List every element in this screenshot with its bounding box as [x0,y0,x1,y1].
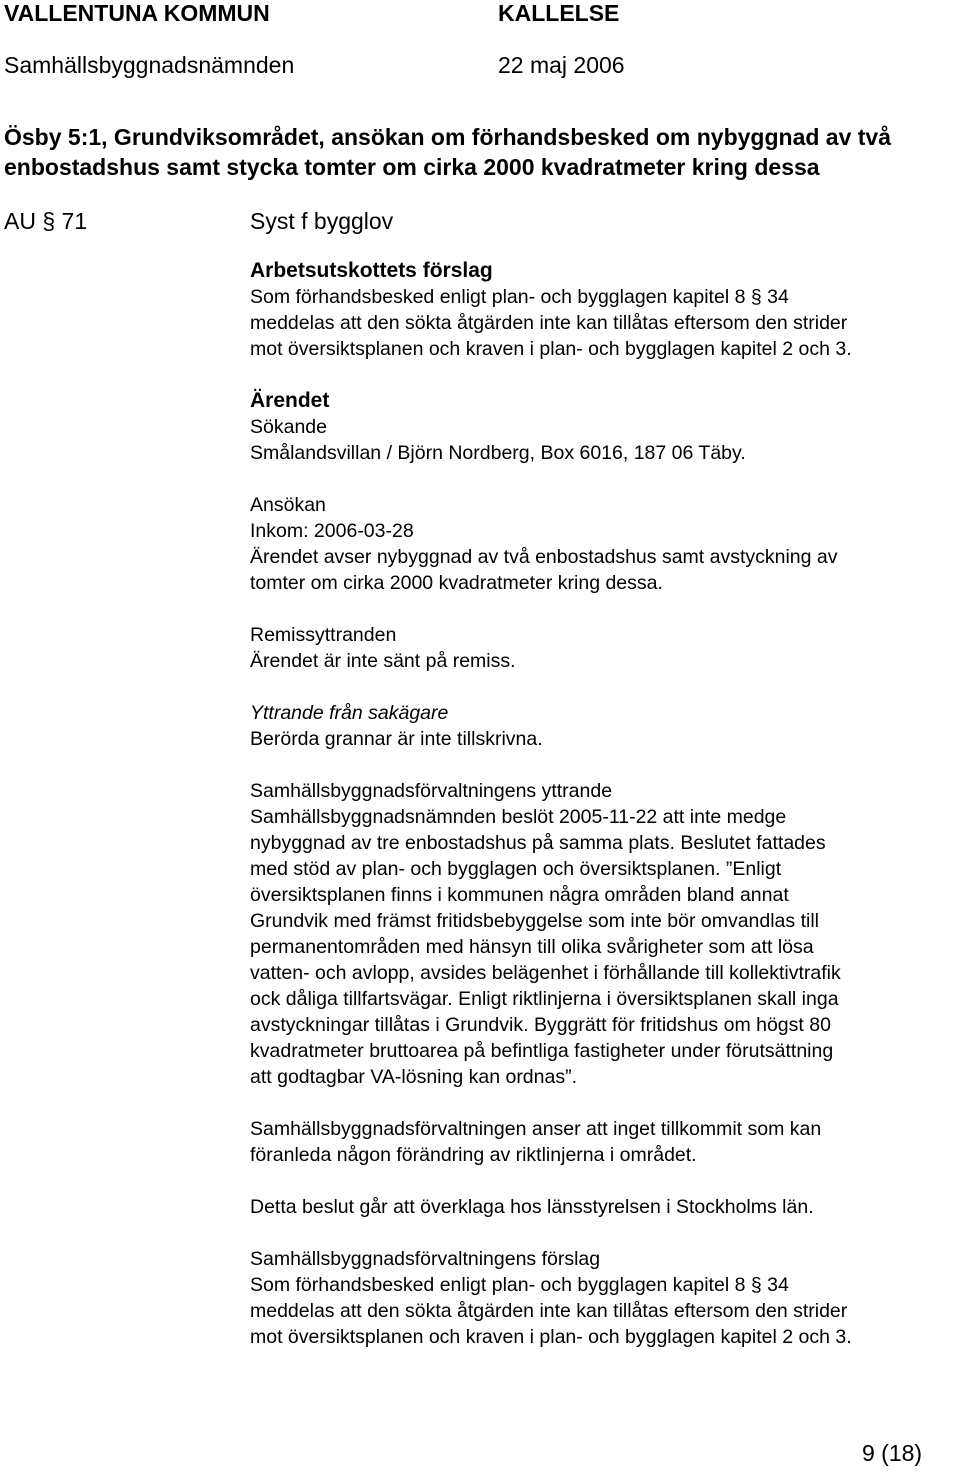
document-body [250,258,960,1350]
arendet-heading: Ärendet [250,389,330,412]
au-proposal-heading: Arbetsutskottets förslag [250,259,493,282]
statement-line: översiktsplanen finns i kommunen några områden bland annat [250,884,789,906]
statement-line: permanentområden med hänsyn till olika svårigheter som att lösa [250,936,814,958]
case-number: AU § 71 [4,208,88,234]
case-title-line-1: Ösby 5:1, Grundviksområdet, ansökan om förhandsbesked om nybyggnad av två [4,124,892,150]
statement-line: kvadratmeter bruttoarea på befintliga fastigheter under förutsättning [250,1040,834,1062]
admin-proposal-line: Som förhandsbesked enligt plan- och bygglagen kapitel 8 § 34 [250,1274,789,1296]
au-proposal-line: mot översiktsplanen och kraven i plan- och bygglagen kapitel 2 och 3. [250,338,852,360]
neighbours-label: Yttrande från sakägare [250,702,449,724]
application-label: Ansökan [250,494,326,516]
statement-line: att godtagbar VA-lösning kan ordnas”. [250,1066,578,1088]
statement-line: avstyckningar tillåtas i Grundvik. Byggrätt för fritidshus om högst 80 [250,1014,831,1036]
meeting-date: 22 maj 2006 [498,52,625,78]
applicant-text: Smålandsvillan / Björn Nordberg, Box 6016, 187 06 Täby. [250,442,746,464]
received-date: Inkom: 2006-03-28 [250,520,414,542]
application-description: tomter om cirka 2000 kvadratmeter kring dessa. [250,572,663,594]
statement-line: med stöd av plan- och bygglagen och översiktsplanen. ”Enligt [250,858,782,880]
neighbours-text: Berörda grannar är inte tillskrivna. [250,728,543,750]
org-name: VALLENTUNA KOMMUN [4,0,270,26]
case-title-line-2: enbostadshus samt stycka tomter om cirka 2000 kvadratmeter kring dessa [4,154,820,180]
admin-proposal-line: meddelas att den sökta åtgärden inte kan tillåtas eftersom den strider [250,1300,848,1322]
remiss-text: Ärendet är inte sänt på remiss. [250,650,516,672]
admin-proposal-line: mot översiktsplanen och kraven i plan- och bygglagen kapitel 2 och 3. [250,1326,852,1348]
board-name: Samhällsbyggnadsnämnden [4,52,295,78]
statement-line: föranleda någon förändring av riktlinjerna i området. [250,1144,697,1166]
statement-line: ock dåliga tillfartsvägar. Enligt riktlinjerna i översiktsplanen skall inga [250,988,839,1010]
appeal-notice: Detta beslut går att överklaga hos länsstyrelsen i Stockholms län. [250,1196,814,1218]
au-proposal-line: Som förhandsbesked enligt plan- och bygglagen kapitel 8 § 34 [250,286,789,308]
applicant-label: Sökande [250,416,327,438]
remiss-label: Remissyttranden [250,624,397,646]
statement-line: vatten- och avlopp, avsides belägenhet i förhållande till kollektivtrafik [250,962,841,984]
document-type: KALLELSE [498,0,620,26]
page-number: 9 (18) [862,1440,923,1466]
au-proposal-line: meddelas att den sökta åtgärden inte kan tillåtas eftersom den strider [250,312,848,334]
application-description: Ärendet avser nybyggnad av två enbostadshus samt avstyckning av [250,546,838,568]
statement-line: Samhällsbyggnadsförvaltningen anser att inget tillkommit som kan [250,1118,822,1140]
statement-line: Samhällsbyggnadsnämnden beslöt 2005-11-22 att inte medge [250,806,787,828]
admin-proposal-heading: Samhällsbyggnadsförvaltningens förslag [250,1248,601,1270]
statement-heading: Samhällsbyggnadsförvaltningens yttrande [250,780,613,802]
case-handler: Syst f bygglov [250,208,394,234]
statement-line: Grundvik med främst fritidsbebyggelse som inte bör omvandlas till [250,910,819,932]
statement-line: nybyggnad av tre enbostadshus på samma plats. Beslutet fattades [250,832,826,854]
